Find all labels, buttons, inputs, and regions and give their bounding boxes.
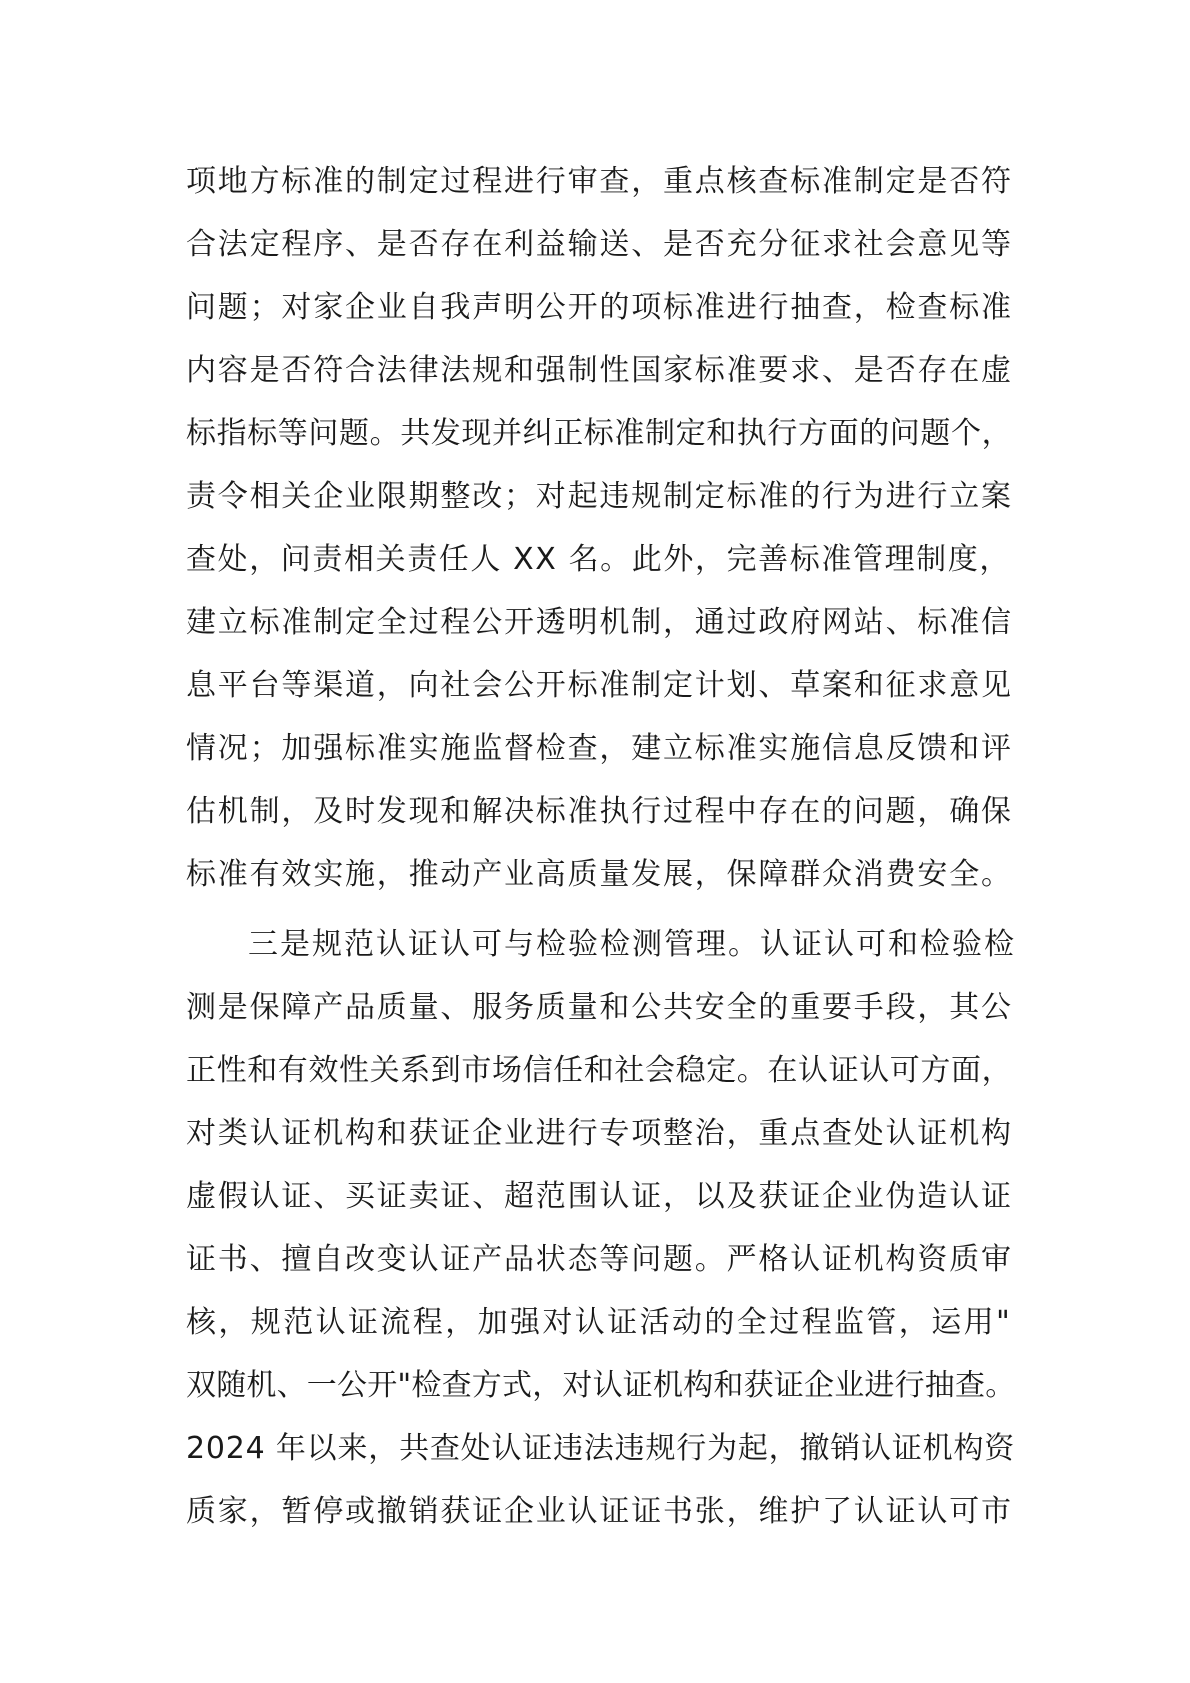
text-line: 情况；加强标准实施监督检查，建立标准实施信息反馈和评 [186, 731, 1013, 766]
text-line: 质家，暂停或撤销获证企业认证证书张，维护了认证认可市 [186, 1494, 1013, 1529]
paragraph-spacer [186, 906, 1016, 913]
text-line: 息平台等渠道，向社会公开标准制定计划、草案和征求意见 [186, 668, 1013, 703]
text-line-indented: 三是规范认证认可与检验检测管理。认证认可和检验检 [248, 927, 1016, 962]
text-line: 查处，问责相关责任人 XX 名。此外，完善标准管理制度， [186, 542, 1011, 577]
text-line: 标指标等问题。共发现并纠正标准制定和执行方面的问题个， [186, 416, 1013, 451]
document-body [186, 150, 1016, 1543]
text-line: 双随机、一公开"检查方式，对认证机构和获证企业进行抽查。 [186, 1368, 1016, 1403]
text-line: 标准有效实施，推动产业高质量发展，保障群众消费安全。 [186, 857, 1013, 892]
text-line: 2024 年以来，共查处认证违法违规行为起，撤销认证机构资 [186, 1431, 1016, 1466]
text-line: 估机制，及时发现和解决标准执行过程中存在的问题，确保 [186, 794, 1013, 829]
text-line: 项地方标准的制定过程进行审查，重点核查标准制定是否符 [186, 164, 1013, 199]
text-line: 内容是否符合法律法规和强制性国家标准要求、是否存在虚 [186, 353, 1013, 388]
text-line: 问题；对家企业自我声明公开的项标准进行抽查，检查标准 [186, 290, 1013, 325]
paragraph-certification [186, 913, 1016, 1543]
paragraph-standards-review [186, 150, 1016, 906]
text-line: 对类认证机构和获证企业进行专项整治，重点查处认证机构 [186, 1116, 1013, 1151]
text-line: 测是保障产品质量、服务质量和公共安全的重要手段，其公 [186, 990, 1013, 1025]
text-line: 正性和有效性关系到市场信任和社会稳定。在认证认可方面， [186, 1053, 1013, 1088]
text-line: 建立标准制定全过程公开透明机制，通过政府网站、标准信 [186, 605, 1013, 640]
text-line: 虚假认证、买证卖证、超范围认证，以及获证企业伪造认证 [186, 1179, 1013, 1214]
text-line: 核，规范认证流程，加强对认证活动的全过程监管，运用" [186, 1305, 1013, 1340]
text-line: 责令相关企业限期整改；对起违规制定标准的行为进行立案 [186, 479, 1013, 514]
text-line: 证书、擅自改变认证产品状态等问题。严格认证机构资质审 [186, 1242, 1013, 1277]
text-line: 合法定程序、是否存在利益输送、是否充分征求社会意见等 [186, 227, 1013, 262]
